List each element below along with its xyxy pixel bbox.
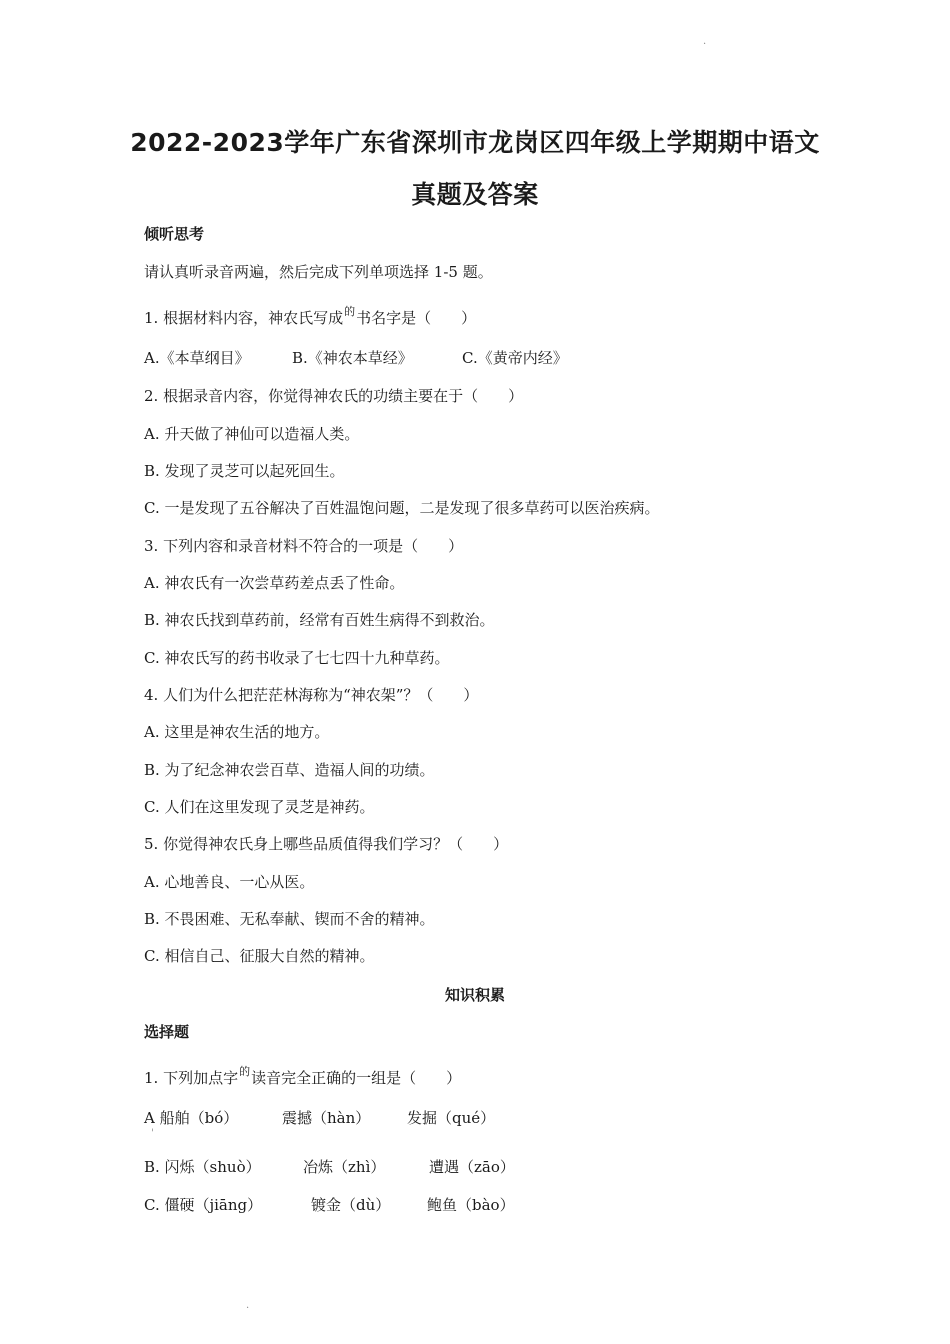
row-a-item-2: 震撼（hàn） [282, 1109, 371, 1127]
question-5-stem: 5. 你觉得神农氏身上哪些品质值得我们学习？（ ） [144, 835, 509, 853]
document-title-line2: 真题及答案 [411, 180, 539, 209]
row-a-item-3: 发掘（qué） [407, 1109, 496, 1127]
question-3-option-c: C. 神农氏写的药书收录了七七四十九种草药。 [144, 649, 450, 667]
document-title-line1: 2022-2023学年广东省深圳市龙岗区四年级上学期期中语文 [130, 128, 820, 157]
section-subheading-choice: 选择题 [144, 1023, 190, 1041]
choice-question-1-stem-a: 1. 下列加点字 [144, 1069, 239, 1087]
question-1-option-a: A.《本草纲目》 [144, 349, 250, 367]
choice-question-1-row-b [144, 1156, 515, 1177]
section-heading-knowledge: 知识积累 [444, 986, 505, 1004]
choice-question-1-stem [144, 1067, 461, 1088]
row-b-item-3: 遭遇（zāo） [429, 1158, 515, 1176]
row-a-item-1: A 船舶（bó） [144, 1109, 239, 1127]
choice-question-1-row-a [144, 1107, 495, 1128]
row-b-item-2: 冶炼（zhì） [303, 1158, 386, 1176]
page-bottom-dot: . [246, 1300, 250, 1311]
choice-question-1-row-c [144, 1194, 515, 1215]
small-mark: ' [151, 1128, 154, 1139]
question-2-option-b: B. 发现了灵芝可以起死回生。 [144, 462, 345, 480]
question-5-option-a: A. 心地善良、一心从医。 [144, 873, 315, 891]
question-4-option-b: B. 为了纪念神农尝百草、造福人间的功绩。 [144, 761, 435, 779]
question-5-option-b: B. 不畏困难、无私奉献、锲而不舍的精神。 [144, 910, 435, 928]
question-5-option-c: C. 相信自己、征服大自然的精神。 [144, 947, 375, 965]
row-c-item-1: C. 僵硬（jiāng） [144, 1196, 263, 1214]
choice-question-1-stem-b: 读音完全正确的一组是（ ） [251, 1069, 462, 1087]
question-1-stem-superscript: 的 [344, 305, 356, 318]
row-c-item-2: 镀金（dù） [311, 1196, 391, 1214]
question-3-stem: 3. 下列内容和录音材料不符合的一项是（ ） [144, 537, 464, 555]
question-3-option-a: A. 神农氏有一次尝草药差点丢了性命。 [144, 574, 405, 592]
row-c-item-3: 鲍鱼（bào） [427, 1196, 515, 1214]
question-2-option-a: A. 升天做了神仙可以造福人类。 [144, 425, 360, 443]
question-1-stem-b: 书名字是（ ） [356, 309, 477, 327]
question-4-option-a: A. 这里是神农生活的地方。 [144, 723, 330, 741]
question-1-stem-a: 1. 根据材料内容，神农氏写成 [144, 309, 344, 327]
section-heading-listening: 倾听思考 [144, 225, 205, 243]
question-2-stem: 2. 根据录音内容，你觉得神农氏的功绩主要在于（ ） [144, 387, 524, 405]
question-1-options [144, 347, 568, 368]
listening-instruction: 请认真听录音两遍，然后完成下列单项选择 1-5 题。 [144, 263, 493, 281]
page-corner-dot: . [703, 36, 707, 47]
question-4-option-c: C. 人们在这里发现了灵芝是神药。 [144, 798, 375, 816]
question-1-option-c: C.《黄帝内经》 [462, 349, 568, 367]
question-1-option-b: B.《神农本草经》 [292, 349, 413, 367]
question-2-option-c: C. 一是发现了五谷解决了百姓温饱问题，二是发现了很多草药可以医治疾病。 [144, 499, 660, 517]
question-1-stem [144, 307, 476, 328]
choice-question-1-stem-superscript: 的 [239, 1065, 251, 1078]
row-b-item-1: B. 闪烁（shuò） [144, 1158, 261, 1176]
question-3-option-b: B. 神农氏找到草药前，经常有百姓生病得不到救治。 [144, 611, 495, 629]
question-4-stem: 4. 人们为什么把茫茫林海称为“神农架”？（ ） [144, 686, 479, 704]
